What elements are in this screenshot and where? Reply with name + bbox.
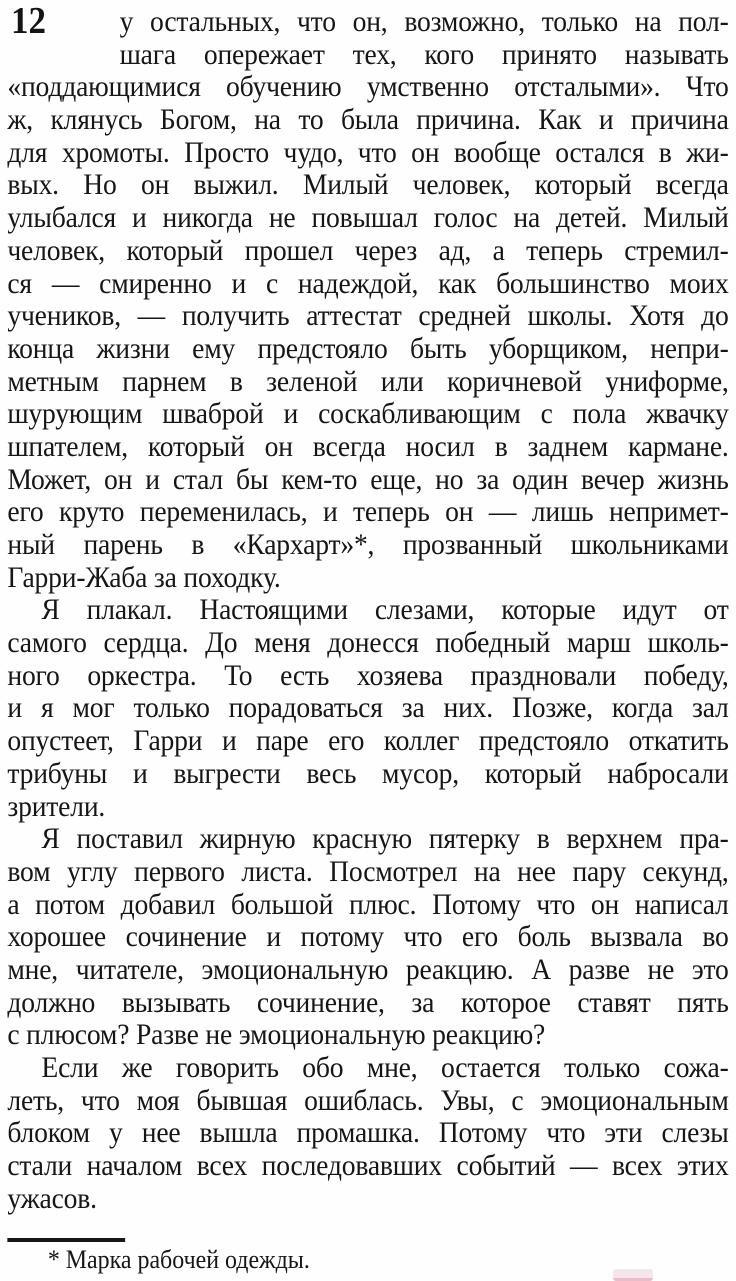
footnote-divider bbox=[7, 1238, 125, 1242]
text-line: ж, клянусь Богом, на то была причина. Как и причина bbox=[7, 103, 729, 137]
text-line: Если же говорить обо мне, остается только сожа- bbox=[41, 1051, 729, 1084]
text-line: его круто переменилась, и теперь он — лишь непримет- bbox=[7, 495, 729, 529]
text-line: вых. Но он выжил. Милый человек, который всегда bbox=[7, 168, 729, 202]
text-line: и я мог только порадоваться за них. Позже, когда зал bbox=[7, 691, 729, 725]
text-line: а потом добавил большой плюс. Потому что он написал bbox=[7, 887, 729, 921]
text-line: ный парень в «Кархарт»*, прозванный школьниками bbox=[7, 528, 729, 561]
text-line: ужасов. bbox=[7, 1181, 97, 1215]
text-line: зрители. bbox=[7, 789, 106, 823]
text-line: ного оркестра. То есть хозяева праздновали победу, bbox=[7, 658, 729, 692]
text-line: стали началом всех последовавших событий — всех этих bbox=[7, 1149, 729, 1183]
text-line: Я плакал. Настоящими слезами, которые идут от bbox=[41, 593, 729, 627]
footnote-text: * Марка рабочей одежды. bbox=[47, 1245, 310, 1275]
text-line: мне, читателе, эмоциональную реакцию. А разве не это bbox=[7, 952, 729, 986]
text-line: с плюсом? Разве не эмоциональную реакцию? bbox=[7, 1018, 546, 1052]
text-line: шага опережает тех, кого принято называть bbox=[119, 37, 729, 71]
pink-highlight-artifact bbox=[613, 1269, 653, 1281]
text-line: леть, что моя бывшая ошиблась. Увы, с эмоциональным bbox=[7, 1083, 729, 1117]
text-line: трибуны и выгрести весь мусор, который набросали bbox=[7, 756, 729, 790]
text-line: хорошее сочинение и потому что его боль вызвала во bbox=[7, 920, 729, 954]
text-line: опустеет, Гарри и паре его коллег предстояло откатить bbox=[7, 724, 729, 758]
text-line: шпателем, который он всегда носил в заднем кармане. bbox=[7, 429, 729, 463]
text-line: учеников, — получить аттестат средней школы. Хотя до bbox=[7, 299, 729, 333]
text-line: человек, который прошел через ад, а теперь стремил- bbox=[7, 233, 729, 267]
text-line: должно вызывать сочинение, за которое ставят пять bbox=[7, 985, 729, 1019]
text-line: Гарри-Жаба за походку. bbox=[7, 560, 281, 594]
page-number: 12 bbox=[11, 0, 46, 42]
text-line: улыбался и никогда не повышал голос на детей. Милый bbox=[7, 201, 729, 235]
text-line: шурующим шваброй и соскабливающим с пола жвачку bbox=[7, 397, 729, 431]
text-line: для хромоты. Просто чудо, что он вообще остался в жи- bbox=[7, 135, 729, 169]
text-line: блоком у нее вышла промашка. Потому что эти слезы bbox=[7, 1116, 729, 1150]
text-line: конца жизни ему предстояло быть уборщиком, непри- bbox=[7, 331, 729, 365]
text-line: Может, он и стал бы кем-то еще, но за один вечер жизнь bbox=[7, 462, 729, 496]
text-line: вом углу первого листа. Посмотрел на нее пару секунд, bbox=[7, 854, 729, 888]
text-line: Я поставил жирную красную пятерку в верхнем пра- bbox=[41, 822, 729, 856]
text-line: самого сердца. До меня донесся победный марш школь- bbox=[7, 626, 729, 660]
text-line: «поддающимися обучению умственно отсталыми». Что bbox=[7, 70, 729, 104]
text-line: ся — смиренно и с надеждой, как большинство моих bbox=[7, 266, 729, 300]
text-line: метным парнем в зеленой или коричневой униформе, bbox=[7, 364, 729, 398]
text-line: у остальных, что он, возможно, только на пол- bbox=[119, 5, 729, 38]
